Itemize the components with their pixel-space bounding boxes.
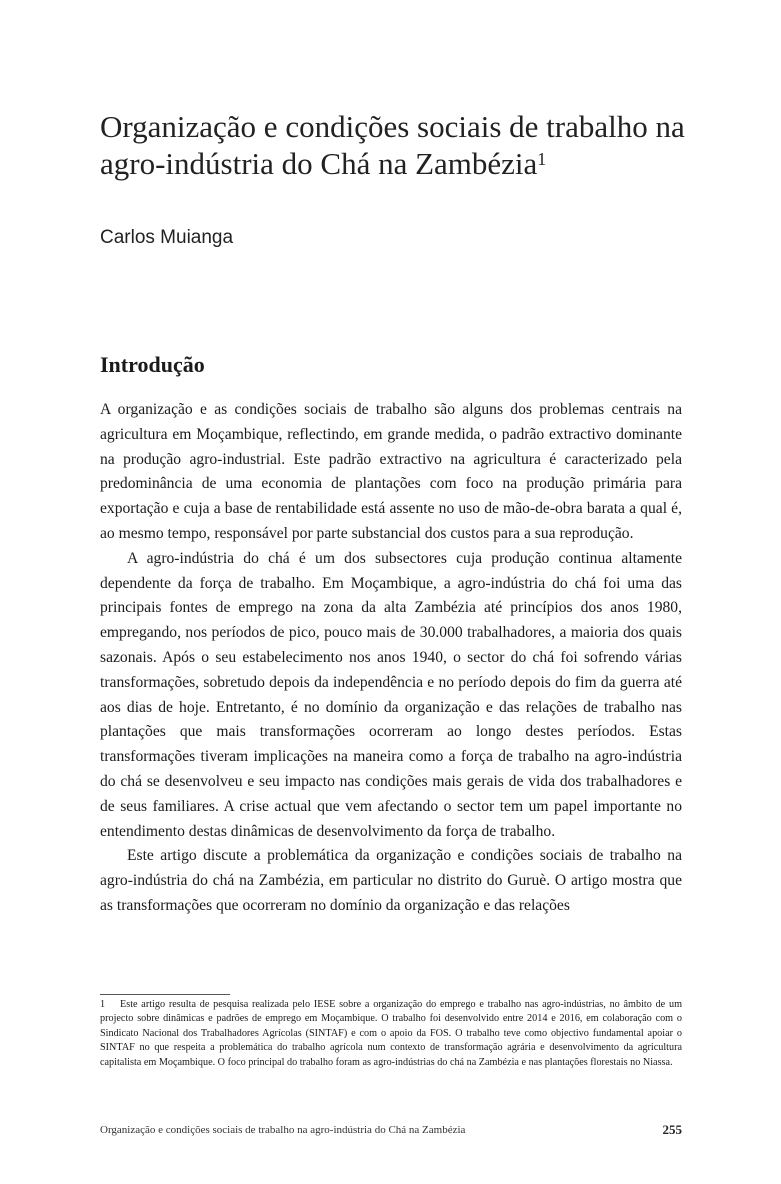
article-author: Carlos Muianga — [100, 227, 234, 248]
body-paragraph: A organização e as condições sociais de trabalho são alguns dos problemas centrais na agricultura em Moçambique, reflectindo, em grande medida, o padrão extractivo dominante na produção agro-industrial. Este padrão extractivo na agricultura é caracterizado pela predominância de uma economia de plantações com foco na produção primária para exportação e cuja a base de rentabilidade está assente no uso de mão-de-obra barata a qual é, ao mesmo tempo, responsável por parte substancial dos custos para a sua reprodução. — [100, 401, 682, 542]
footnote — [100, 998, 682, 1070]
body-paragraph: Este artigo discute a problemática da organização e condições sociais de trabalho na agro-indústria do chá na Zambézia, em particular no distrito do Guruè. O artigo mostra que as transformações que ocorreram no domínio da organização e das relações — [100, 847, 682, 914]
running-footer: Organização e condições sociais de trabalho na agro-indústria do Chá na Zambézia — [100, 1124, 466, 1136]
section-heading: Introdução — [100, 352, 205, 377]
article-title — [100, 108, 700, 182]
article-title-text: Organização e condições sociais de trabalho na agro-indústria do Chá na Zambézia — [100, 109, 685, 181]
footnote-divider — [100, 994, 230, 995]
title-footnote-marker[interactable]: 1 — [537, 149, 547, 169]
body-paragraph: A agro-indústria do chá é um dos subsectores cuja produção continua altamente dependente da força de trabalho. Em Moçambique, a agro-indústria do chá foi uma das principais fontes de emprego na zona da alta Zambézia até princípios dos anos 1980, empregando, nos períodos de pico, pouco mais de 30.000 trabalhadores, a maioria dos quais sazonais. Após o seu estabelecimento nos anos 1940, o sector do chá foi sofrendo várias transformações, sobretudo depois da independência e no período depois do fim da guerra até aos dias de hoje. Entretanto, é no domínio da organização e das relações de trabalho nas plantações que mais transformações ocorreram ao longo destes períodos. Estas transformações tiveram implicações na maneira como a força de trabalho na agro-indústria do chá se desenvolveu e seu impacto nas condições mais gerais de vida dos trabalhadores e de seus familiares. A crise actual que vem afectando o sector tem um papel importante no entendimento destas dinâmicas de desenvolvimento da força de trabalho. — [100, 549, 682, 840]
body-text — [100, 398, 682, 919]
footnote-number: 1 — [100, 999, 106, 1010]
page-number: 255 — [662, 1122, 682, 1137]
footnote-text: Este artigo resulta de pesquisa realizada pelo IESE sobre a organização do emprego e trabalho nas agro-indústrias, no âmbito de um projecto sobre dinâmicas e padrões de emprego em Moçambique. O trabalho foi desenvolvido entre 2014 e 2016, em colaboração com o Sindicato Nacional dos Trabalhadores Agrícolas (SINTAF) e com o apoio da FOS. O trabalho teve como objectivo fundamental apoiar o SINTAF no que respeita a problemática do trabalho agrícola num contexto de transformação agrária e desenvolvimento da agricultura capitalista em Moçambique. O foco principal do trabalho foram as agro-indústrias do chá na Zambézia e nas plantações florestais no Niassa. — [100, 999, 682, 1068]
